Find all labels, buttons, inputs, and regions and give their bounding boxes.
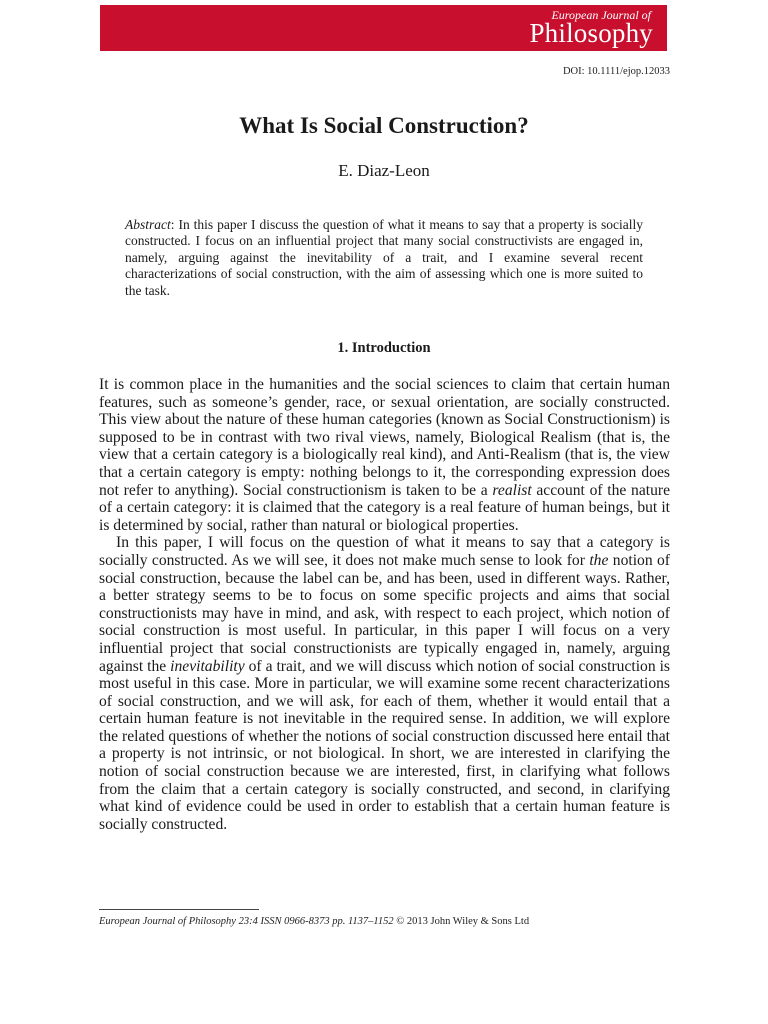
emphasis-text: realist	[492, 481, 532, 499]
abstract-label: Abstract	[125, 217, 171, 232]
paragraph	[99, 376, 670, 534]
paragraph-text: It is common place in the humanities and the social sciences to claim that certain human features, such as someone’s gender, race, or sexual orientation, are socially constructed. This view about the nature of these human categories (known as Social Constructionism) is supposed to be in contrast with two rival views, namely, Biological Realism (that is, the view that a certain category is a biologically real kind), and Anti-Realism (that is, the view that a certain category is empty: nothing belongs to it, the corresponding expression does not refer to anything). Social constructionism is taken to be a	[99, 376, 670, 499]
section-heading-introduction: 1. Introduction	[337, 340, 431, 356]
footer-journal-citation: European Journal of Philosophy 23:4 ISSN 0966-8373 pp. 1137–1152	[99, 916, 394, 927]
abstract	[125, 217, 643, 299]
journal-name-small: European Journal of	[551, 8, 651, 22]
paragraph-text: In this paper, I will focus on the question of what it means to say that a category is socially constructed. As we will see, it does not make much sense to look for	[99, 534, 670, 569]
footer-copyright: © 2013 John Wiley & Sons Ltd	[393, 916, 530, 927]
author-name: E. Diaz-Leon	[338, 161, 430, 180]
emphasis-text: inevitability	[170, 657, 245, 675]
emphasis-text: the	[589, 551, 609, 569]
footnote-divider	[99, 909, 259, 910]
journal-banner	[100, 5, 667, 51]
paragraph-text: account of the nature of a certain category: it is claimed that the category is a real feature of human beings, but it is determined by social, rather than natural or biological properties.	[99, 481, 670, 534]
journal-name-large: Philosophy	[529, 18, 653, 48]
footer-citation	[99, 916, 529, 927]
paper-title: What Is Social Construction?	[239, 113, 529, 138]
doi-label[interactable]: DOI: 10.1111/ejop.12033	[562, 66, 670, 77]
abstract-text: : In this paper I discuss the question of what it means to say that a property is socially constructed. I focus on an influential project that many social constructivists are engaged in, namely, arguing against the inevitability of a trait, and I examine several recent characterizations of social construction, with the aim of assessing which one is more suited to the task.	[125, 217, 643, 298]
paragraph	[99, 534, 670, 833]
body-text	[99, 376, 670, 833]
paragraph-text: of a trait, and we will discuss which notion of social construction is most useful in this case. More in particular, we will examine some recent characterizations of social construction, and we will ask, for each of them, whether it would entail that a certain human feature is not inevitable in the required sense. In addition, we will explore the related questions of whether the notions of social construction discussed here entail that a property is not intrinsic, or not biological. In short, we are interested in clarifying the notion of social construction because we are interested, first, in clarifying what follows from the claim that a certain category is socially constructed, and second, in clarifying what kind of evidence could be used in order to establish that a certain human feature is socially constructed.	[99, 657, 670, 833]
paragraph-text: notion of social construction, because the label can be, and has been, used in different ways. Rather, a better strategy seems to be to focus on some specific projects and aims that social constructionists may have in mind, and ask, with respect to each project, which notion of social construction is most useful. In particular, in this paper I will focus on a very influential project that social constructionists are typically engaged in, namely, arguing against the	[99, 551, 671, 675]
